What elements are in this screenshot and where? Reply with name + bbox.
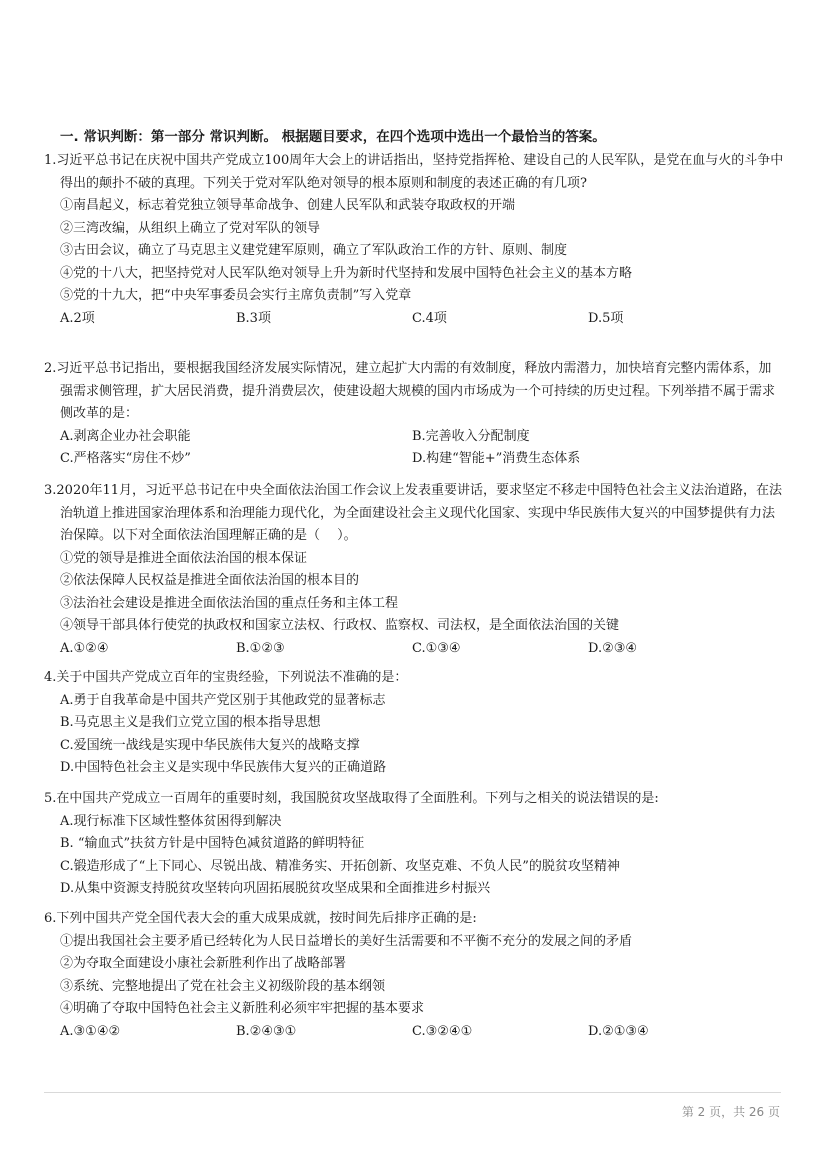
- option-b[interactable]: B.完善收入分配制度: [412, 428, 530, 444]
- section-title: 一. 常识判断：第一部分 常识判断。 根据题目要求，在四个选项中选出一个最恰当的答案。: [60, 129, 606, 145]
- option-a[interactable]: A.①②④: [60, 640, 109, 656]
- option-d[interactable]: D.从集中资源支持脱贫攻坚转向巩固拓展脱贫攻坚成果和全面推进乡村振兴: [60, 881, 491, 896]
- statement-2: ②依法保障人民权益是推进全面依法治国的根本目的: [60, 573, 360, 588]
- statement-2: ②为夺取全面建设小康社会新胜利作出了战略部署: [60, 956, 347, 971]
- options: [44, 426, 784, 471]
- option-a[interactable]: A.现行标准下区域性整体贫困得到解决: [60, 813, 282, 829]
- question-stem: 1.习近平总书记在庆祝中国共产党成立100周年大会上的讲话指出，坚持党指挥枪、建设自己的人民军队，是党在血与火的斗争中得出的颠扑不破的真理。下列关于党对军队绝对领导的根本原则和制度的表述正确的有几项?: [44, 153, 784, 191]
- option-a[interactable]: A.剥离企业办社会职能: [60, 428, 191, 444]
- options: [44, 690, 784, 780]
- options: [44, 308, 784, 331]
- question-stem: 3.2020年11月，习近平总书记在中央全面依法治国工作会议上发表重要讲话，要求坚定不移走中国特色社会主义法治道路，在法治轨道上推进国家治理体系和治理能力现代化，为全面建设社会主义现代化国家、实现中华民族伟大复兴的中国梦提供有力法治保障。以下对全面依法治国理解正确的是（ ）。: [44, 483, 783, 543]
- option-c[interactable]: C.严格落实“房住不炒”: [60, 451, 191, 466]
- statement-1: ①南昌起义，标志着党独立领导革命战争、创建人民军队和武装夺取政权的开端: [60, 198, 516, 213]
- options: [44, 1021, 784, 1044]
- option-a[interactable]: A.勇于自我革命是中国共产党区别于其他政党的显著标志: [60, 692, 386, 708]
- statement-2: ②三湾改编，从组织上确立了党对军队的领导: [60, 220, 321, 236]
- option-c[interactable]: C.③②④①: [412, 1023, 473, 1039]
- options: [44, 811, 784, 901]
- option-b[interactable]: B.①②③: [236, 640, 285, 656]
- statement-3: ③古田会议，确立了马克思主义建党建军原则，确立了军队政治工作的方针、原则、制度: [60, 243, 568, 258]
- question-2: [44, 358, 784, 471]
- option-c[interactable]: C.爱国统一战线是实现中华民族伟大复兴的战略支撑: [60, 737, 360, 753]
- question-stem: 5.在中国共产党成立一百周年的重要时刻，我国脱贫攻坚战取得了全面胜利。下列与之相关的说法错误的是:: [44, 791, 659, 806]
- statement-4: ④党的十八大，把坚持党对人民军队绝对领导上升为新时代坚持和发展中国特色社会主义的基本方略: [60, 265, 633, 281]
- option-a[interactable]: A.2项: [60, 310, 95, 326]
- question-3: [44, 480, 784, 660]
- statement-1: ①党的领导是推进全面依法治国的根本保证: [60, 550, 308, 566]
- footer-divider: [44, 1092, 781, 1093]
- question-1: [44, 150, 784, 330]
- statement-3: ③法治社会建设是推进全面依法治国的重点任务和主体工程: [60, 595, 399, 611]
- options: [44, 638, 784, 661]
- option-c[interactable]: C.锻造形成了“上下同心、尽锐出战、精准务实、开拓创新、攻坚克难、不负人民”的脱贫攻坚精神: [60, 858, 620, 874]
- option-c[interactable]: C.①③④: [412, 640, 461, 656]
- option-d[interactable]: D.5项: [588, 310, 624, 326]
- statement-3: ③系统、完整地提出了党在社会主义初级阶段的基本纲领: [60, 978, 386, 994]
- question-6: [44, 908, 784, 1043]
- option-b[interactable]: B.②④③①: [236, 1023, 297, 1039]
- statement-4: ④领导干部具体行使党的执政权和国家立法权、行政权、监察权、司法权，是全面依法治国的关键: [60, 618, 620, 633]
- option-a[interactable]: A.③①④②: [60, 1023, 121, 1039]
- option-d[interactable]: D.②③④: [588, 640, 638, 656]
- option-c[interactable]: C.4项: [412, 310, 447, 326]
- statement-1: ①提出我国社会主要矛盾已经转化为人民日益增长的美好生活需要和不平衡不充分的发展之间的矛盾: [60, 933, 633, 949]
- question-5: [44, 788, 784, 901]
- option-b[interactable]: B. “输血式”扶贫方针是中国特色减贫道路的鲜明特征: [60, 836, 365, 851]
- question-4: [44, 667, 784, 780]
- option-d[interactable]: D.构建“智能+”消费生态体系: [412, 451, 581, 466]
- option-b[interactable]: B.3项: [236, 310, 271, 326]
- page-number: 第 2 页，共 26 页: [681, 1105, 780, 1119]
- option-b[interactable]: B.马克思主义是我们立党立国的根本指导思想: [60, 715, 321, 730]
- question-stem: 2.习近平总书记指出，要根据我国经济发展实际情况，建立起扩大内需的有效制度，释放内需潜力，加快培育完整内需体系，加强需求侧管理，扩大居民消费，提升消费层次，使建设超大规模的国内市场成为一个可持续的历史过程。下列举措不属于需求侧改革的是：: [44, 361, 776, 421]
- statement-5: ⑤党的十九大，把“中央军事委员会实行主席负责制”写入党章: [60, 288, 412, 303]
- question-stem: 6.下列中国共产党全国代表大会的重大成果成就，按时间先后排序正确的是:: [44, 911, 477, 926]
- option-d[interactable]: D.中国特色社会主义是实现中华民族伟大复兴的正确道路: [60, 760, 387, 775]
- statement-4: ④明确了夺取中国特色社会主义新胜利必须牢牢把握的基本要求: [60, 1001, 425, 1016]
- question-stem: 4.关于中国共产党成立百年的宝贵经验，下列说法不准确的是：: [44, 670, 408, 685]
- option-d[interactable]: D.②①③④: [588, 1023, 649, 1039]
